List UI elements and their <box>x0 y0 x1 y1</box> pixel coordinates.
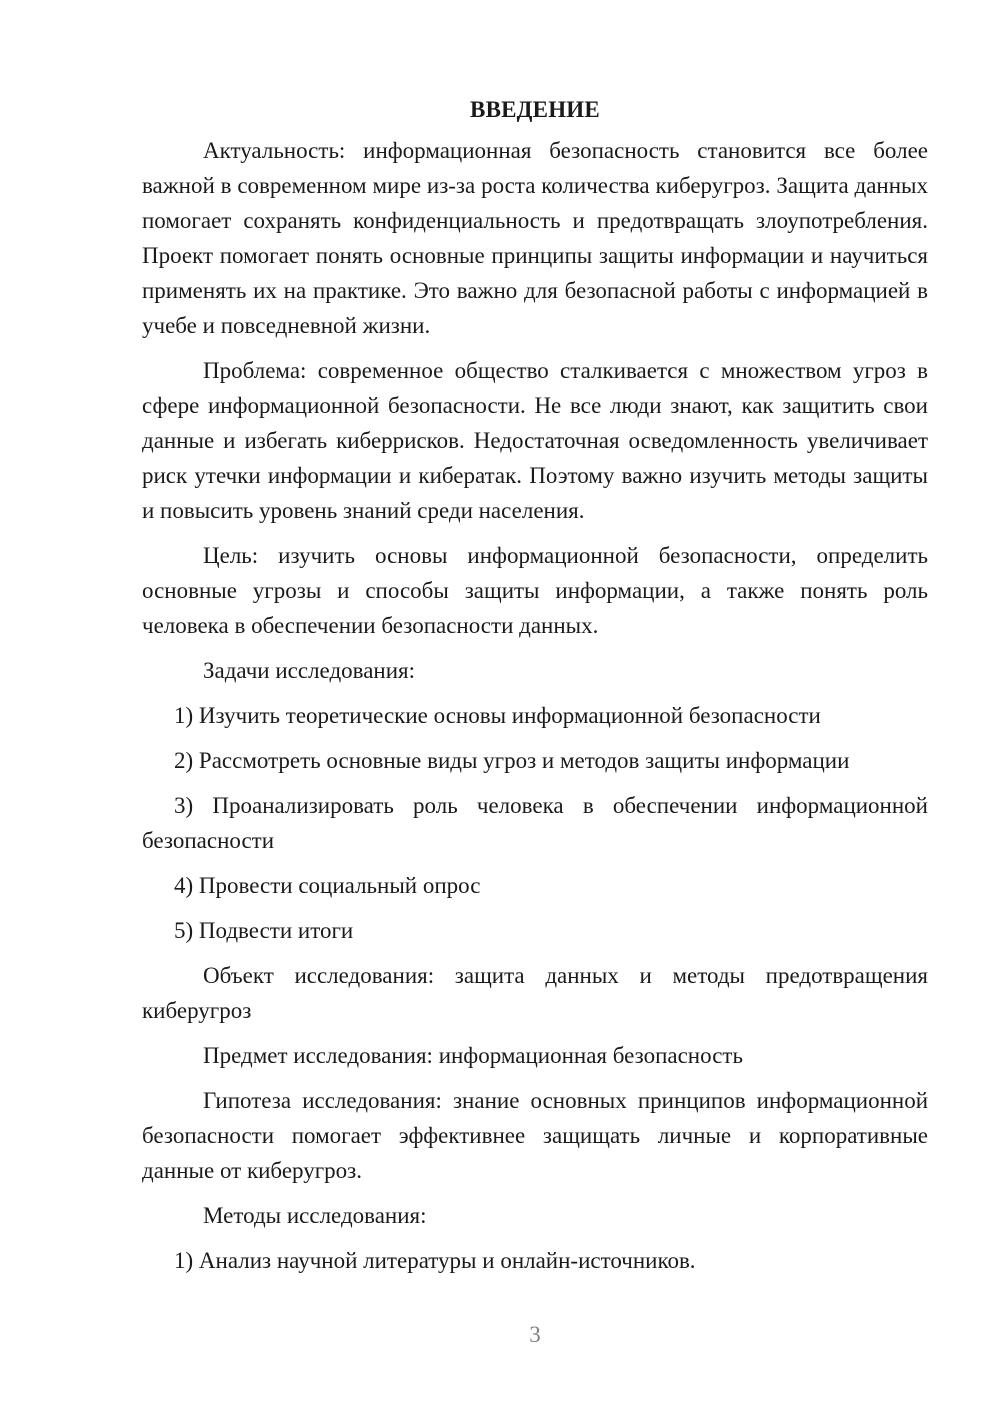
subject-paragraph: Предмет исследования: информационная безопасность <box>203 1043 743 1068</box>
task-item-5: 5) Подвести итоги <box>174 918 354 943</box>
tasks-heading: Задачи исследования: <box>203 658 416 683</box>
section-title: ВВЕДЕНИЕ <box>470 97 600 122</box>
task-item-3: 3) Проанализировать роль человека в обеспечении информационной безопасности <box>142 793 928 853</box>
method-item-1: 1) Анализ научной литературы и онлайн-источников. <box>174 1248 696 1273</box>
methods-heading: Методы исследования: <box>203 1203 427 1228</box>
goal-paragraph: Цель: изучить основы информационной безопасности, определить основные угрозы и способы защиты информации, а также понять роль человека в обеспечении безопасности данных. <box>142 543 928 638</box>
task-item-2: 2) Рассмотреть основные виды угроз и методов защиты информации <box>174 748 850 773</box>
relevance-paragraph: Актуальность: информационная безопасность становится все более важной в современном мире из-за роста количества киберугроз. Защита данных помогает сохранять конфиденциальность и предотвращать злоупотребления. Проект помогает понять основные принципы защиты информации и научиться применять их на практике. Это важно для безопасной работы с информацией в учебе и повседневной жизни. <box>142 138 928 338</box>
problem-paragraph: Проблема: современное общество сталкивается с множеством угроз в сфере информационной безопасности. Не все люди знают, как защитить свои данные и избегать киберрисков. Недостаточная осведомленность увеличивает риск утечки информации и кибератак. Поэтому важно изучить методы защиты и повысить уровень знаний среди населения. <box>142 358 928 523</box>
task-item-4: 4) Провести социальный опрос <box>174 873 481 898</box>
page-number: 3 <box>529 1322 541 1347</box>
document-page <box>142 92 928 1278</box>
task-item-1: 1) Изучить теоретические основы информационной безопасности <box>174 703 821 728</box>
object-paragraph: Объект исследования: защита данных и методы предотвращения киберугроз <box>142 963 928 1023</box>
hypothesis-paragraph: Гипотеза исследования: знание основных принципов информационной безопасности помогает эффективнее защищать личные и корпоративные данные от киберугроз. <box>142 1088 928 1183</box>
